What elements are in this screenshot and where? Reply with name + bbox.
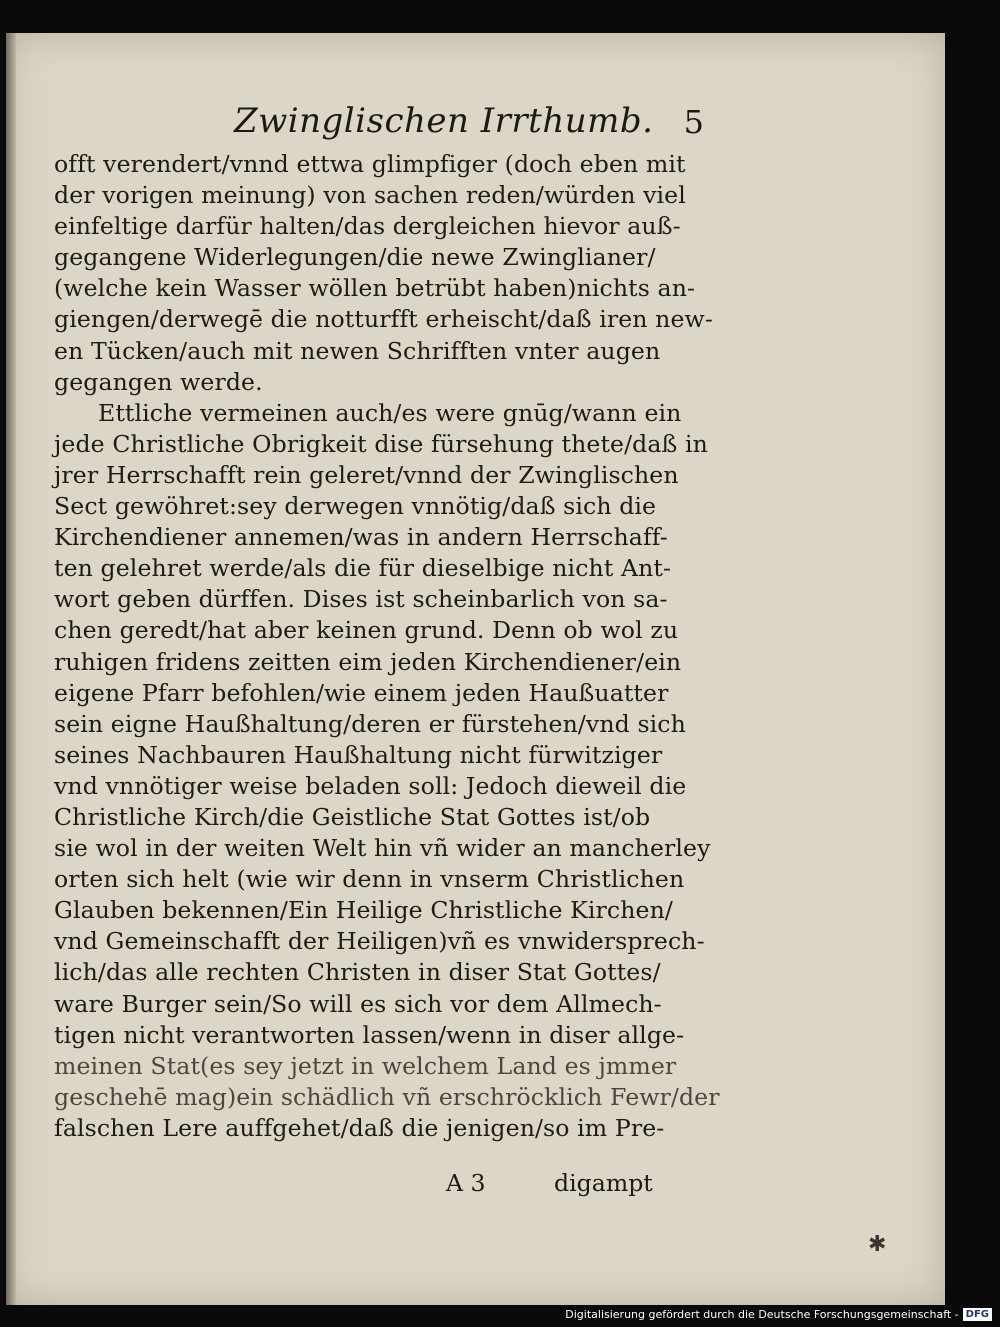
digitization-footer [565, 1306, 992, 1322]
text-line: ten gelehret werde/als die für dieselbige nicht Ant- [54, 554, 672, 583]
digitization-note: Digitalisierung gefördert durch die Deutsche Forschungsgemeinschaft - [565, 1307, 959, 1321]
text-line: tigen nicht verantworten lassen/wenn in diser allge- [54, 1020, 685, 1049]
page-header [234, 101, 704, 151]
text-line: der vorigen meinung) von sachen reden/würden viel [54, 181, 686, 210]
text-line: vnd vnnötiger weise beladen soll: Jedoch dieweil die [54, 771, 687, 800]
text-line: chen geredt/hat aber keinen grund. Denn ob wol zu [54, 616, 679, 645]
text-line: en Tücken/auch mit newen Schrifften vnter augen [54, 336, 661, 365]
text-line: jrer Herrschafft rein geleret/vnnd der Zwinglischen [54, 460, 679, 489]
signature-mark: A 3 [446, 1169, 486, 1197]
dfg-logo: DFG [963, 1308, 992, 1321]
text-line: gegangen werde. [54, 367, 263, 396]
book-page [6, 33, 945, 1305]
text-line: einfeltige darfür halten/das dergleichen hievor auß- [54, 212, 681, 241]
text-line: eigene Pfarr befohlen/wie einem jeden Haußuatter [54, 678, 669, 707]
text-line: (welche kein Wasser wöllen betrübt haben)nichts an- [54, 274, 696, 303]
text-line: Kirchendiener annemen/was in andern Herrschaff- [54, 523, 668, 552]
running-title: Zwinglischen Irrthumb. [234, 101, 654, 141]
text-line: wort geben dürffen. Dises ist scheinbarlich von sa- [54, 585, 668, 614]
text-line: ware Burger sein/So will es sich vor dem Allmech- [54, 989, 662, 1018]
text-line: seines Nachbauren Haußhaltung nicht fürwitziger [54, 740, 663, 769]
text-line: falschen Lere auffgehet/daß die jenigen/so im Pre- [54, 1113, 665, 1142]
text-line: jede Christliche Obrigkeit dise fürsehung thete/daß in [54, 429, 708, 458]
text-line: geschehē mag)ein schädlich vñ erschröcklich Fewr/der [54, 1082, 720, 1111]
text-line: Sect gewöhret:sey derwegen vnnötig/daß sich die [54, 492, 657, 521]
text-line: offt verendert/vnnd ettwa glimpfiger (doch eben mit [54, 150, 686, 178]
text-line: Christliche Kirch/die Geistliche Stat Gottes ist/ob [54, 802, 651, 831]
text-line: giengen/derwegē die notturfft erheischt/daß iren new- [54, 305, 713, 334]
text-line: sie wol in der weiten Welt hin vñ wider an mancherley [54, 834, 711, 863]
catchword: digampt [554, 1169, 653, 1197]
text-line: orten sich helt (wie wir denn in vnserm Christlichen [54, 865, 685, 894]
text-line: vnd Gemeinschafft der Heiligen)vñ es vnwidersprech- [54, 927, 705, 956]
text-line: Glauben bekennen/Ein Heilige Christliche Kirchen/ [54, 896, 673, 925]
text-line: gegangene Widerlegungen/die newe Zwinglianer/ [54, 243, 656, 272]
asterisk-mark-icon: ✱ [868, 1232, 887, 1257]
text-line: lich/das alle rechten Christen in diser Stat Gottes/ [54, 958, 661, 987]
page-footer [446, 1169, 706, 1205]
page-number: 5 [683, 103, 704, 141]
text-line: ruhigen fridens zeitten eim jeden Kirchendiener/ein [54, 647, 682, 676]
body-text [54, 149, 720, 1144]
text-line: Ettliche vermeinen auch/es were gnūg/wann ein [98, 398, 682, 427]
text-line: sein eigne Haußhaltung/deren er fürstehen/vnd sich [54, 709, 686, 738]
text-line: meinen Stat(es sey jetzt in welchem Land es jmmer [54, 1051, 677, 1080]
